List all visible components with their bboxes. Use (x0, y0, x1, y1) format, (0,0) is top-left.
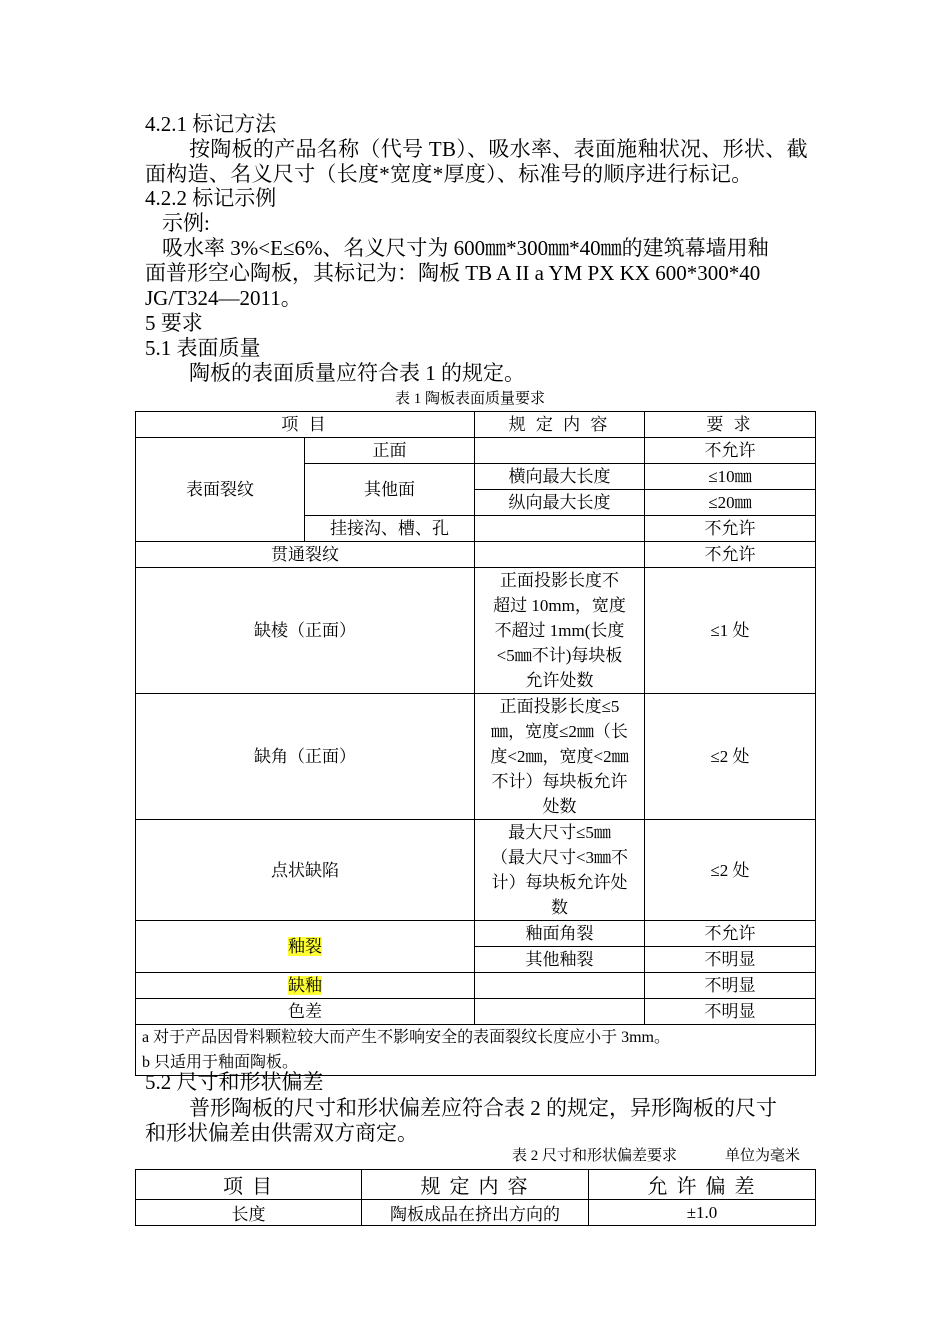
table1-header-spec: 规 定 内 容 (475, 412, 645, 438)
spot-defect-requirement: ≤2 处 (645, 820, 816, 921)
spot-defect-label: 点状缺陷 (136, 820, 475, 921)
lack-glaze-cell (136, 973, 475, 999)
front-face-spec (475, 438, 645, 464)
glaze-crack-cell (136, 921, 475, 973)
lack-glaze-label: 缺釉 (288, 976, 322, 995)
example-label: 示例: (162, 211, 210, 235)
note-a: a 对于产品因骨料颗粒较大而产生不影响安全的表面裂纹长度应小于 3mm。 (142, 1029, 670, 1046)
paragraph-dimension-1: 普形陶板的尺寸和形状偏差应符合表 2 的规定，异形陶板的尺寸 (189, 1096, 777, 1120)
corner-defect-label: 缺角（正面） (136, 694, 475, 820)
hanging-groove-spec (475, 516, 645, 542)
horizontal-max-length: 横向最大长度 (475, 464, 645, 490)
hanging-groove-requirement: 不允许 (645, 516, 816, 542)
heading-5-2: 5.2 尺寸和形状偏差 (145, 1070, 324, 1094)
spec-line: 最大尺寸≤5㎜ (508, 823, 611, 842)
color-diff-requirement: 不明显 (645, 999, 816, 1025)
through-crack-requirement: 不允许 (645, 542, 816, 568)
length-label: 长度 (136, 1200, 362, 1226)
spec-line: 正面投影长度不 (500, 571, 619, 590)
table2-header-item: 项 目 (136, 1170, 362, 1200)
paragraph-marking-method-2: 面构造、名义尺寸（长度*宽度*厚度）、标准号的顺序进行标记。 (145, 162, 753, 186)
spec-line: 计）每块板允许处 (491, 873, 628, 892)
spec-line: 不超过 1mm(长度 (494, 621, 625, 640)
spec-line: 处数 (542, 797, 577, 816)
spec-line: 正面投影长度≤5 (499, 697, 620, 716)
paragraph-example-3: JG/T324—2011。 (145, 286, 302, 310)
glaze-corner-crack-requirement: 不允许 (645, 921, 816, 947)
corner-defect-spec (475, 694, 645, 820)
surface-crack-label: 表面裂纹 (136, 438, 305, 542)
table2-header-spec: 规 定 内 容 (362, 1170, 589, 1200)
vertical-max-length: 纵向最大长度 (475, 490, 645, 516)
paragraph-marking-method-1: 按陶板的产品名称（代号 TB）、吸水率、表面施釉状况、形状、截 (189, 137, 808, 161)
through-crack-spec (475, 542, 645, 568)
table1-caption: 表 1 陶板表面质量要求 (395, 391, 546, 407)
spec-line: （最大尺寸<3㎜不 (490, 848, 629, 867)
other-glaze-crack-requirement: 不明显 (645, 947, 816, 973)
note-b: b 只适用于釉面陶板。 (142, 1054, 299, 1071)
table2-unit: 单位为毫米 (725, 1148, 801, 1164)
paragraph-surface-quality: 陶板的表面质量应符合表 1 的规定。 (189, 361, 525, 385)
paragraph-dimension-2: 和形状偏差由供需双方商定。 (145, 1121, 418, 1145)
length-tolerance: ±1.0 (589, 1200, 816, 1226)
paragraph-example-1: 吸水率 3%<E≤6%、名义尺寸为 600㎜*300㎜*40㎜的建筑幕墙用釉 (162, 236, 769, 260)
color-diff-label: 色差 (136, 999, 475, 1025)
edge-defect-spec (475, 568, 645, 694)
lack-glaze-requirement: 不明显 (645, 973, 816, 999)
front-face-label: 正面 (305, 438, 475, 464)
spec-line: ㎜，宽度≤2㎜（长 (491, 722, 628, 741)
spec-line: 超过 10mm，宽度 (493, 596, 626, 615)
length-spec: 陶板成品在挤出方向的 (362, 1200, 589, 1226)
other-face-label: 其他面 (305, 464, 475, 516)
spec-line: 数 (551, 898, 568, 917)
dimension-deviation-table (135, 1169, 816, 1226)
color-diff-spec (475, 999, 645, 1025)
spec-line: 允许处数 (525, 671, 594, 690)
other-glaze-crack-label: 其他釉裂 (475, 947, 645, 973)
paragraph-example-2: 面普形空心陶板，其标记为：陶板 TB A II a YM PX KX 600*300*40 (145, 261, 761, 285)
spec-line: 度<2㎜，宽度<2㎜ (490, 747, 629, 766)
glaze-corner-crack-label: 釉面角裂 (475, 921, 645, 947)
heading-4-2-2: 4.2.2 标记示例 (145, 186, 277, 210)
table1-header-item: 项 目 (136, 412, 475, 438)
spec-line: 不计）每块板允许 (491, 772, 628, 791)
table2-caption: 表 2 尺寸和形状偏差要求 (512, 1148, 678, 1164)
edge-defect-requirement: ≤1 处 (645, 568, 816, 694)
lack-glaze-spec (475, 973, 645, 999)
edge-defect-label: 缺棱（正面） (136, 568, 475, 694)
through-crack-label: 贯通裂纹 (136, 542, 475, 568)
vertical-requirement: ≤20㎜ (645, 490, 816, 516)
glaze-crack-label: 釉裂 (288, 937, 322, 956)
hanging-groove-label: 挂接沟、槽、孔 (305, 516, 475, 542)
heading-5-1: 5.1 表面质量 (145, 336, 261, 360)
spot-defect-spec (475, 820, 645, 921)
heading-4-2-1: 4.2.1 标记方法 (145, 112, 277, 136)
table1-notes (136, 1025, 816, 1076)
heading-5: 5 要求 (145, 311, 203, 335)
corner-defect-requirement: ≤2 处 (645, 694, 816, 820)
spec-line: <5㎜不计)每块板 (496, 646, 623, 665)
front-face-requirement: 不允许 (645, 438, 816, 464)
table1-header-requirement: 要 求 (645, 412, 816, 438)
table2-header-tolerance: 允 许 偏 差 (589, 1170, 816, 1200)
surface-quality-table (135, 411, 816, 1076)
horizontal-requirement: ≤10㎜ (645, 464, 816, 490)
